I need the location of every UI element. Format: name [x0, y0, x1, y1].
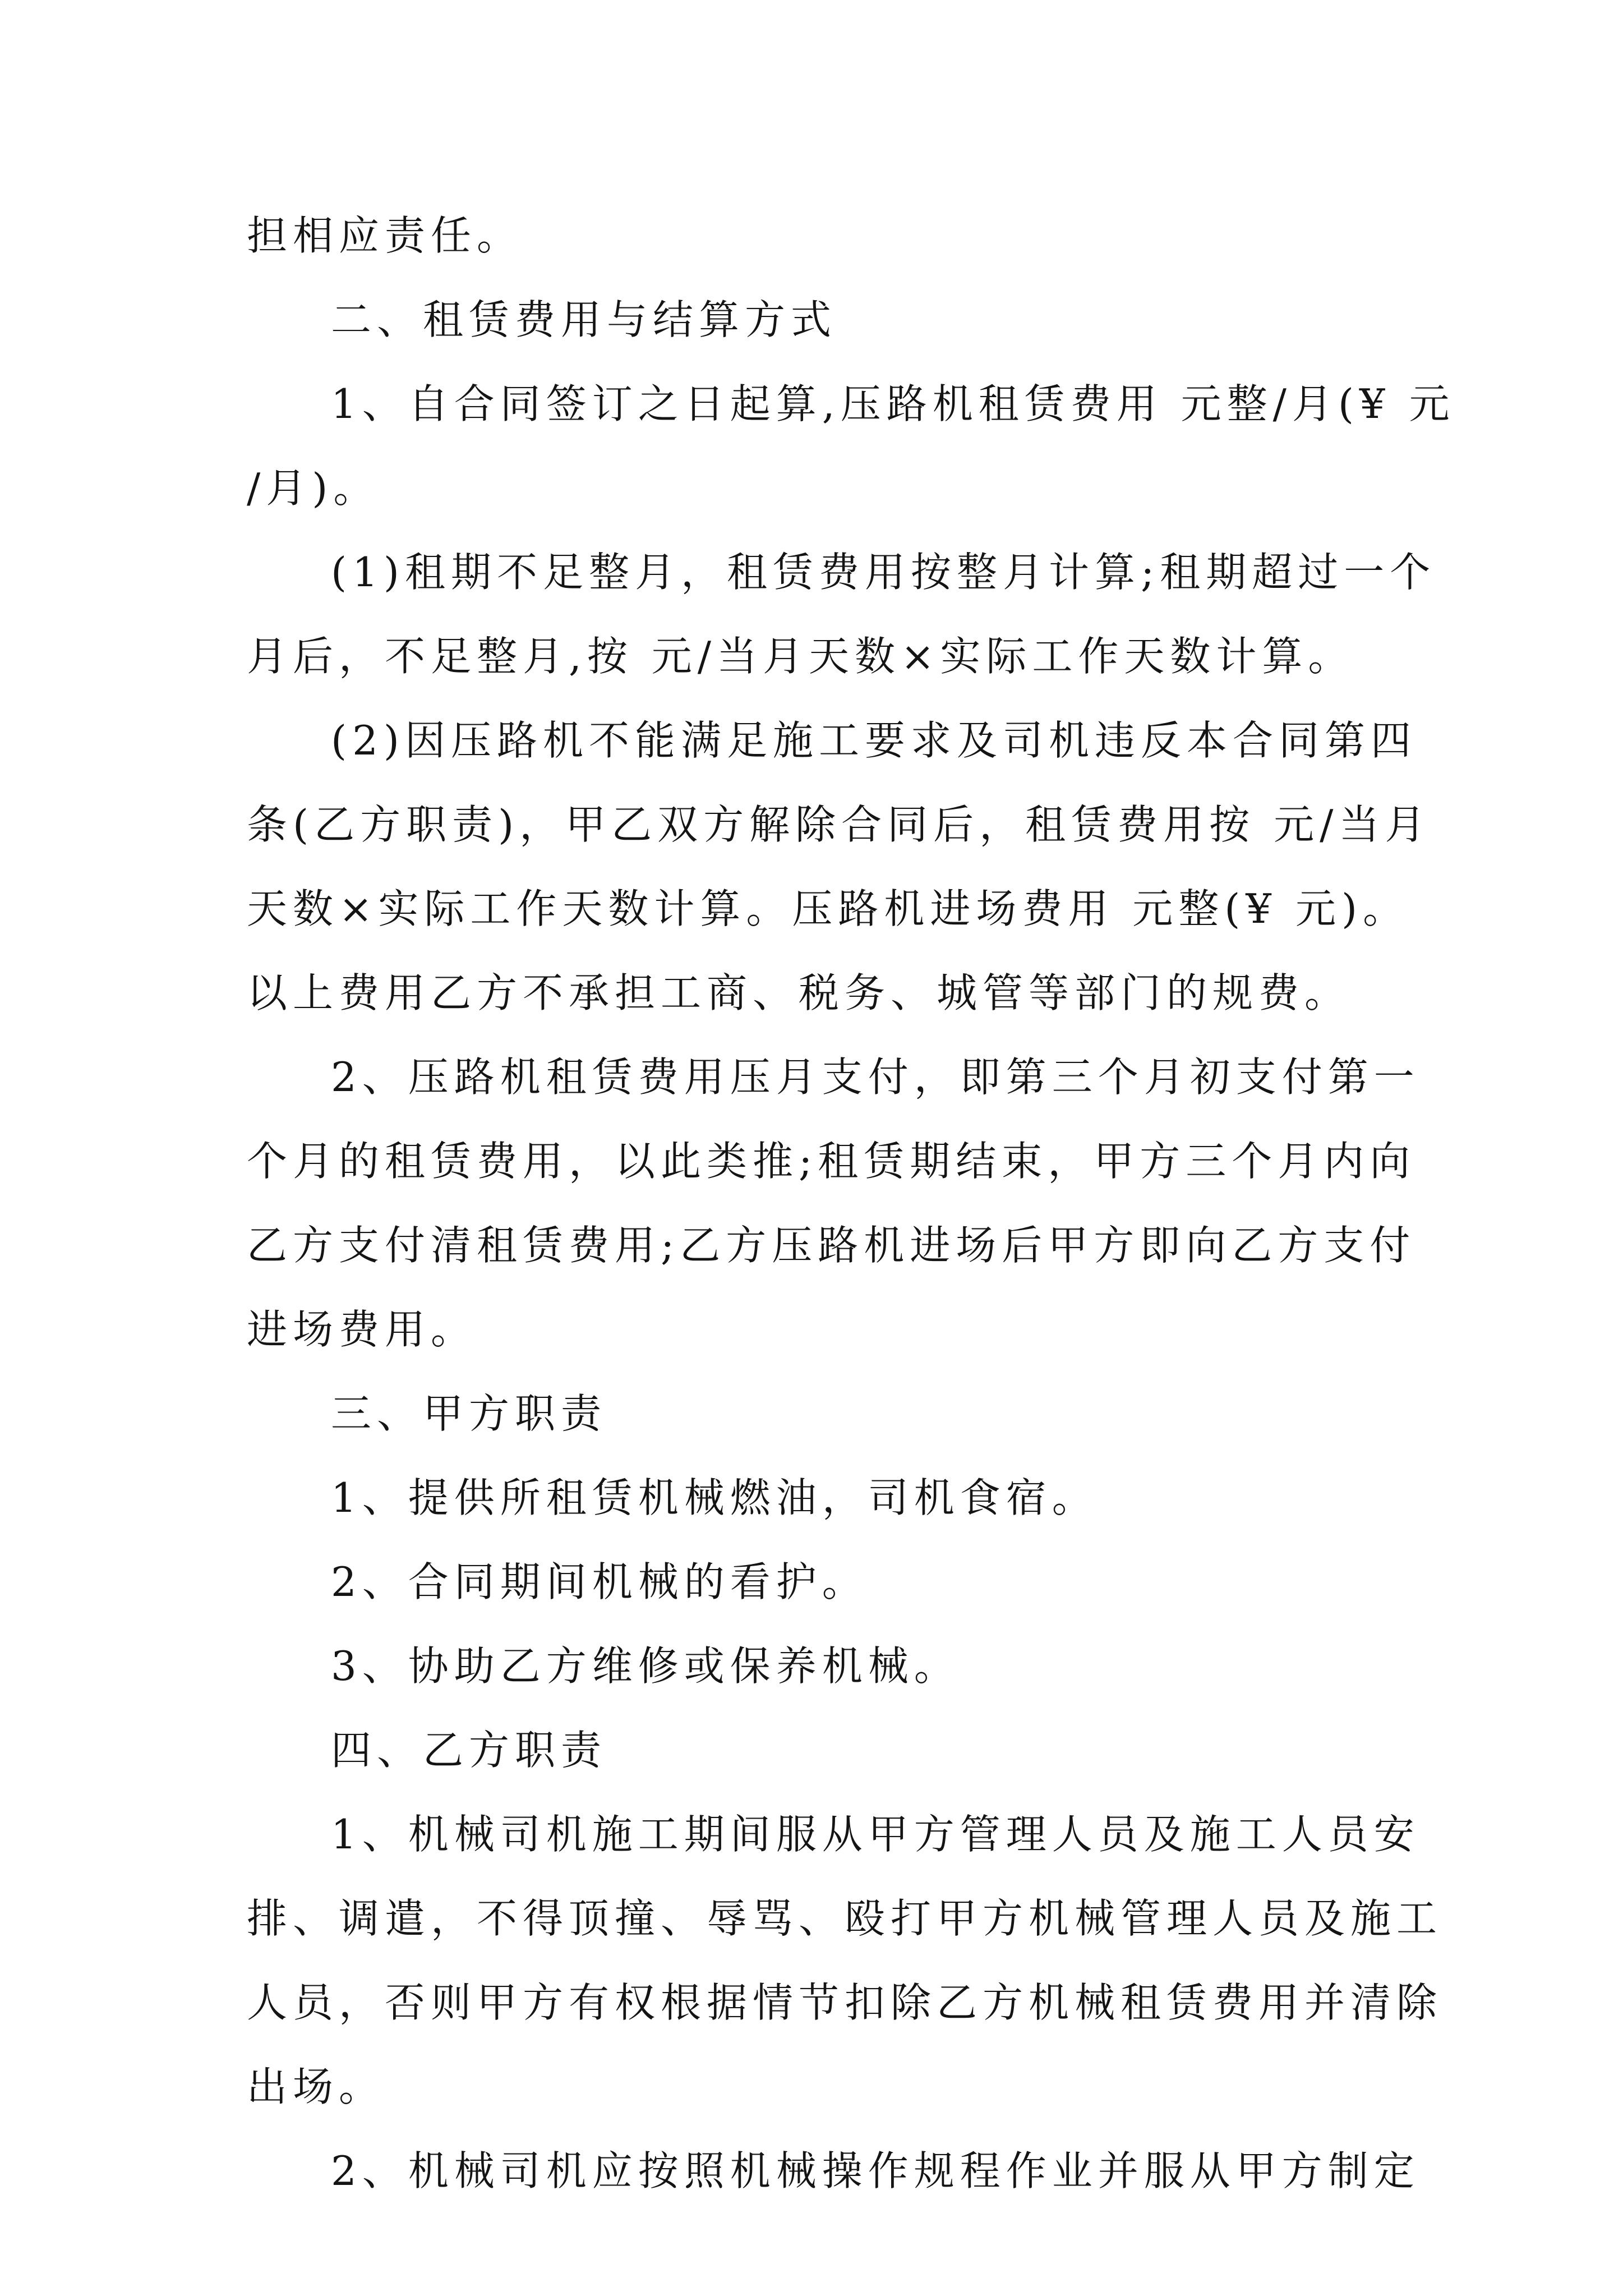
text-line: 天数×实际工作天数计算。压路机进场费用 元整(¥ 元)。	[247, 885, 1409, 932]
text-line: 1、自合同签订之日起算,压路机租赁费用 元整/月(¥ 元	[331, 380, 1455, 427]
text-line: (2)因压路机不能满足施工要求及司机违反本合同第四	[331, 717, 1417, 764]
text-line: 月后，不足整月,按 元/当月天数×实际工作天数计算。	[247, 633, 1354, 680]
text-line: 个月的租赁费用，以此类推;租赁期结束，甲方三个月内向	[247, 1138, 1416, 1185]
text-line: 条(乙方职责)，甲乙双方解除合同后，租赁费用按 元/当月	[247, 801, 1431, 848]
text-line: 人员，否则甲方有权根据情节扣除乙方机械租赁费用并清除	[247, 1979, 1443, 2026]
text-line: 1、机械司机施工期间服从甲方管理人员及施工人员安	[331, 1811, 1420, 1858]
text-line: 以上费用乙方不承担工商、税务、城管等部门的规费。	[247, 969, 1351, 1016]
section-heading: 三、甲方职责	[331, 1390, 607, 1437]
text-line: 1、提供所租赁机械燃油，司机食宿。	[331, 1474, 1098, 1521]
text-line: 担相应责任。	[247, 212, 523, 259]
text-line: 3、协助乙方维修或保养机械。	[331, 1642, 960, 1690]
section-heading: 二、租赁费用与结算方式	[331, 296, 837, 343]
text-line: 进场费用。	[247, 1306, 477, 1353]
section-heading: 四、乙方职责	[331, 1727, 607, 1774]
text-line: 出场。	[247, 2063, 385, 2110]
text-line: /月)。	[247, 464, 380, 512]
text-line: 2、机械司机应按照机械操作规程作业并服从甲方制定	[331, 2147, 1420, 2194]
text-line: (1)租期不足整月，租赁费用按整月计算;租期超过一个	[331, 549, 1436, 596]
text-line: 排、调遣，不得顶撞、辱骂、殴打甲方机械管理人员及施工	[247, 1895, 1443, 1942]
text-line: 乙方支付清租赁费用;乙方压路机进场后甲方即向乙方支付	[247, 1222, 1416, 1269]
text-line: 2、压路机租赁费用压月支付，即第三个月初支付第一	[331, 1053, 1420, 1101]
text-line: 2、合同期间机械的看护。	[331, 1558, 868, 1605]
